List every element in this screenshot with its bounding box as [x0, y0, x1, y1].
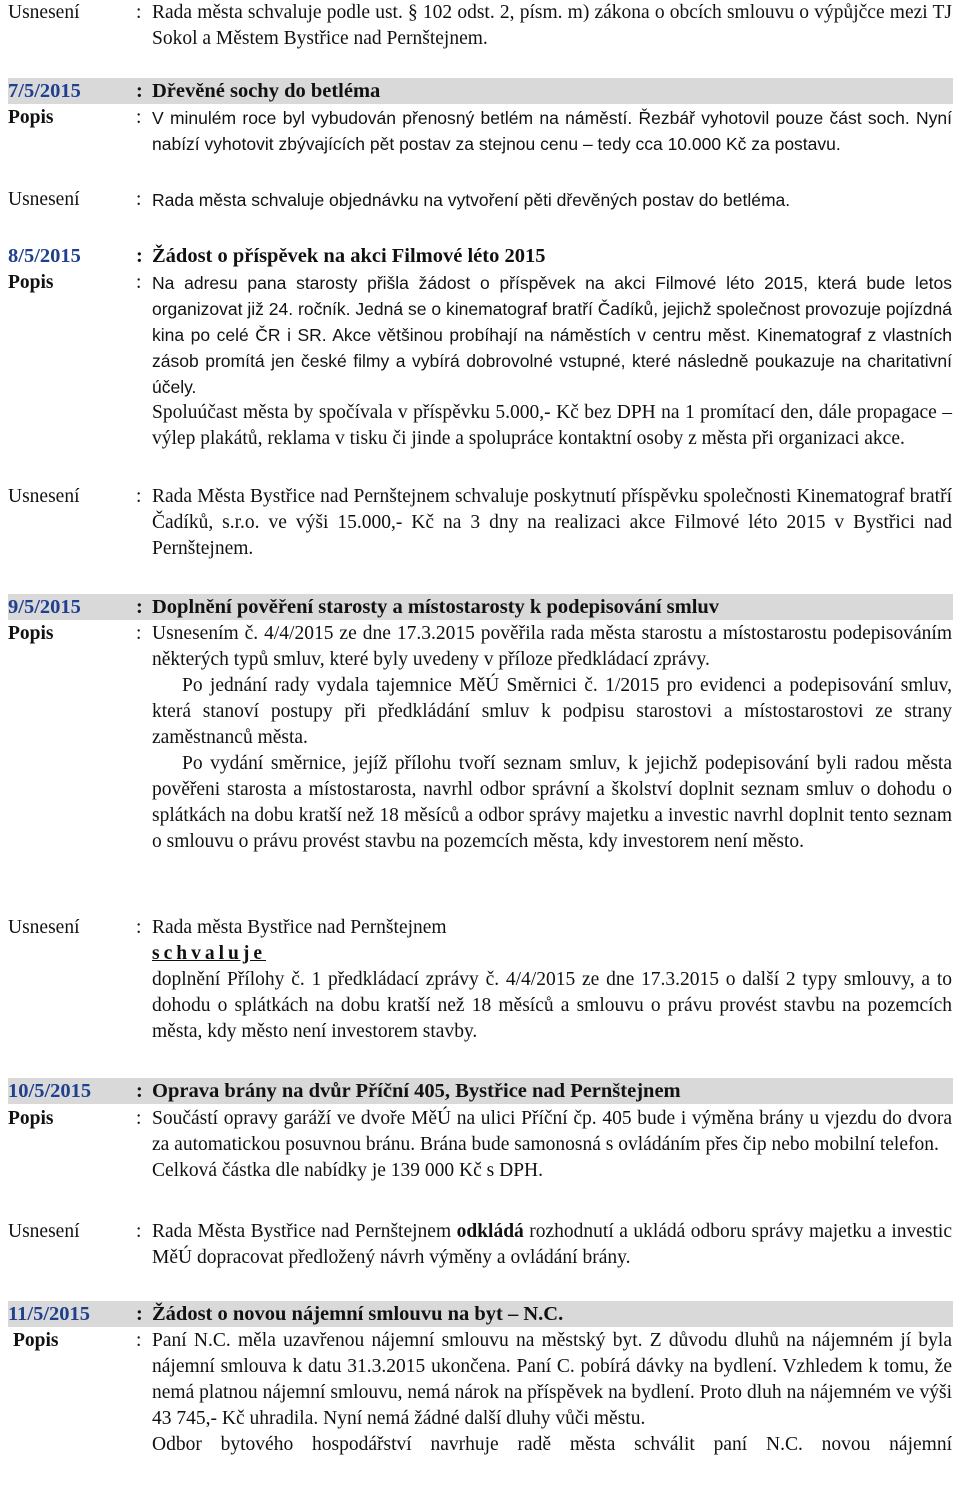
description-row	[8, 270, 953, 452]
row-content: Rada Města Bystřice nad Pernštejnem schvaluje poskytnutí příspěvku společnosti Kinematograf bratří Čadíků, s.r.o. ve výši 15.000,- Kč na 3 dny na realizaci akce Filmové léto 2015 v Bystřici nad Pernštejnem.	[152, 486, 952, 559]
section-number: 7/5/2015	[8, 80, 81, 102]
colon: :	[136, 80, 143, 102]
row-content: V minulém roce byl vybudován přenosný betlém na náměstí. Řezbář vyhotovil pouze část soch. Nyní nabízí vyhotovit zbývajících pět postav za stejnou cenu – tedy cca 10.000 Kč za postavu.	[152, 108, 952, 154]
row-label: Usnesení	[8, 486, 80, 507]
approval-keyword: schvaluje	[152, 943, 266, 964]
section-title: Doplnění pověření starosty a místostarosty k podepisování smluv	[152, 596, 720, 618]
description-row	[8, 1106, 953, 1184]
colon: :	[136, 917, 142, 938]
colon: :	[136, 486, 142, 507]
row-label: Usnesení	[8, 189, 80, 210]
section-title: Oprava brány na dvůr Příční 405, Bystřice nad Pernštejnem	[152, 1080, 681, 1102]
section-heading-10-5-2015	[8, 1078, 953, 1104]
row-content: Rada města schvaluje objednávku na vytvoření pěti dřevěných postav do betléma.	[152, 190, 791, 210]
section-number: 11/5/2015	[8, 1303, 91, 1325]
section-heading-8-5-2015	[8, 243, 953, 269]
colon: :	[136, 245, 143, 267]
postpone-keyword: odkládá	[456, 1221, 524, 1242]
row-label: Usnesení	[8, 2, 80, 23]
colon: :	[136, 272, 142, 293]
row-label: Popis	[13, 1330, 59, 1351]
row-label: Popis	[8, 107, 54, 128]
resolution-row	[8, 0, 953, 52]
row-label: Usnesení	[8, 917, 80, 938]
colon: :	[136, 1108, 142, 1129]
section-heading-11-5-2015	[8, 1301, 953, 1327]
section-number: 9/5/2015	[8, 596, 81, 618]
section-number: 10/5/2015	[8, 1080, 92, 1102]
row-content: Rada města schvaluje podle ust. § 102 odst. 2, písm. m) zákona o obcích smlouvu o výpůjčce mezi TJ Sokol a Městem Bystřice nad Pernštejnem.	[152, 2, 952, 49]
row-content: Na adresu pana starosty přišla žádost o příspěvek na akci Filmové léto 2015, která bude letos organizovat již 24. ročník. Jedná se o kinematograf bratří Čadíků, jejichž společnost provozuje pojízdná kina po celé ČR i SR. Akce většinou probíhají na náměstích v centru měst. Kinematograf z vlastních zásob promítá jen české filmy a vybírá dobrovolné vstupné, které následně poukazuje na charitativní účely. Spoluúčast města by spočívala v příspěvku 5.000,- Kč bez DPH na 1 promítací den, dále propagace – výlep plakátů, reklama v tisku či jinde a spolupráce kontaktní osoby z města při organizaci akce.	[152, 273, 952, 449]
resolution-row	[8, 915, 953, 1045]
row-label: Popis	[8, 1108, 54, 1129]
description-row	[8, 105, 953, 157]
row-content: Rada Města Bystřice nad Pernštejnem odkládá rozhodnutí a ukládá odboru správy majetku a investic MěÚ dopracovat předložený návrh výměny a ovládání brány.	[152, 1221, 952, 1268]
resolution-row	[8, 484, 953, 562]
colon: :	[136, 1221, 142, 1242]
colon: :	[136, 107, 142, 128]
colon: :	[136, 1330, 142, 1351]
section-number: 8/5/2015	[8, 245, 81, 267]
row-label: Popis	[8, 623, 54, 644]
description-row	[8, 621, 953, 855]
colon: :	[136, 623, 142, 644]
row-label: Popis	[8, 272, 54, 293]
colon: :	[136, 189, 142, 210]
section-title: Žádost o příspěvek na akci Filmové léto 2015	[152, 245, 546, 267]
colon: :	[136, 1303, 143, 1325]
colon: :	[136, 596, 143, 618]
section-title: Dřevěné sochy do betléma	[152, 80, 381, 102]
row-content: Rada města Bystřice nad Pernštejnem schvaluje doplnění Přílohy č. 1 předkládací zprávy č. 4/4/2015 ze dne 17.3.2015 o další 2 typy smlouvy, a to dohodu o splátkách na dobu kratší než 18 měsíců a smlouvu o právu provést stavbu na pozemcích města, kdy město není investorem stavby.	[152, 917, 952, 1042]
description-row	[8, 1328, 953, 1458]
section-heading-7-5-2015	[8, 78, 953, 104]
row-content: Součástí opravy garáží ve dvoře MěÚ na ulici Příční čp. 405 bude i výměna brány u vjezdu do dvora za automatickou posuvnou bránu. Brána bude samonosná s ovládáním přes čip nebo mobilní telefon. Celková částka dle nabídky je 139 000 Kč s DPH.	[152, 1108, 952, 1181]
resolution-row	[8, 1219, 953, 1271]
colon: :	[136, 1080, 143, 1102]
colon: :	[136, 2, 142, 23]
section-heading-9-5-2015	[8, 594, 953, 620]
row-label: Usnesení	[8, 1221, 80, 1242]
row-content: Paní N.C. měla uzavřenou nájemní smlouvu na městský byt. Z důvodu dluhů na nájemném jí byla nájemní smlouva k datu 31.3.2015 ukončena. Paní C. pobírá dávky na bydlení. Vzhledem k tomu, že nemá platnou nájemní smlouvu, nemá nárok na příspěvek na bydlení. Proto dluh na nájemném ve výši 43 745,- Kč uhradila. Nyní nemá žádné další dluhy vůči městu. Odbor bytového hospodářství navrhuje radě města schválit paní N.C. novou nájemní	[152, 1330, 952, 1455]
resolution-row	[8, 187, 953, 213]
row-content: Usnesením č. 4/4/2015 ze dne 17.3.2015 pověřila rada města starostu a místostarostu podepisováním některých typů smluv, které byly uvedeny v příloze předkládací zprávy. Po jednání rady vydala tajemnice MěÚ Směrnici č. 1/2015 pro evidenci a podepisování smluv, která stanoví postupy při předkládání smluv k podpisu starostovi a místostarostovi ze strany zaměstnanců města. Po vydání směrnice, jejíž přílohu tvoří seznam smluv, k jejichž podepisování byli radou města pověřeni starosta a místostarosta, navrhl odbor správní a školství doplnit seznam smluv o dohodu o splátkách na dobu kratší než 18 měsíců a odbor správy majetku a investic navrhl doplnit tento seznam o smlouvu o právu provést stavbu na pozemcích města, kdy investorem není město.	[152, 623, 952, 852]
section-title: Žádost o novou nájemní smlouvu na byt – N.C.	[152, 1303, 564, 1325]
